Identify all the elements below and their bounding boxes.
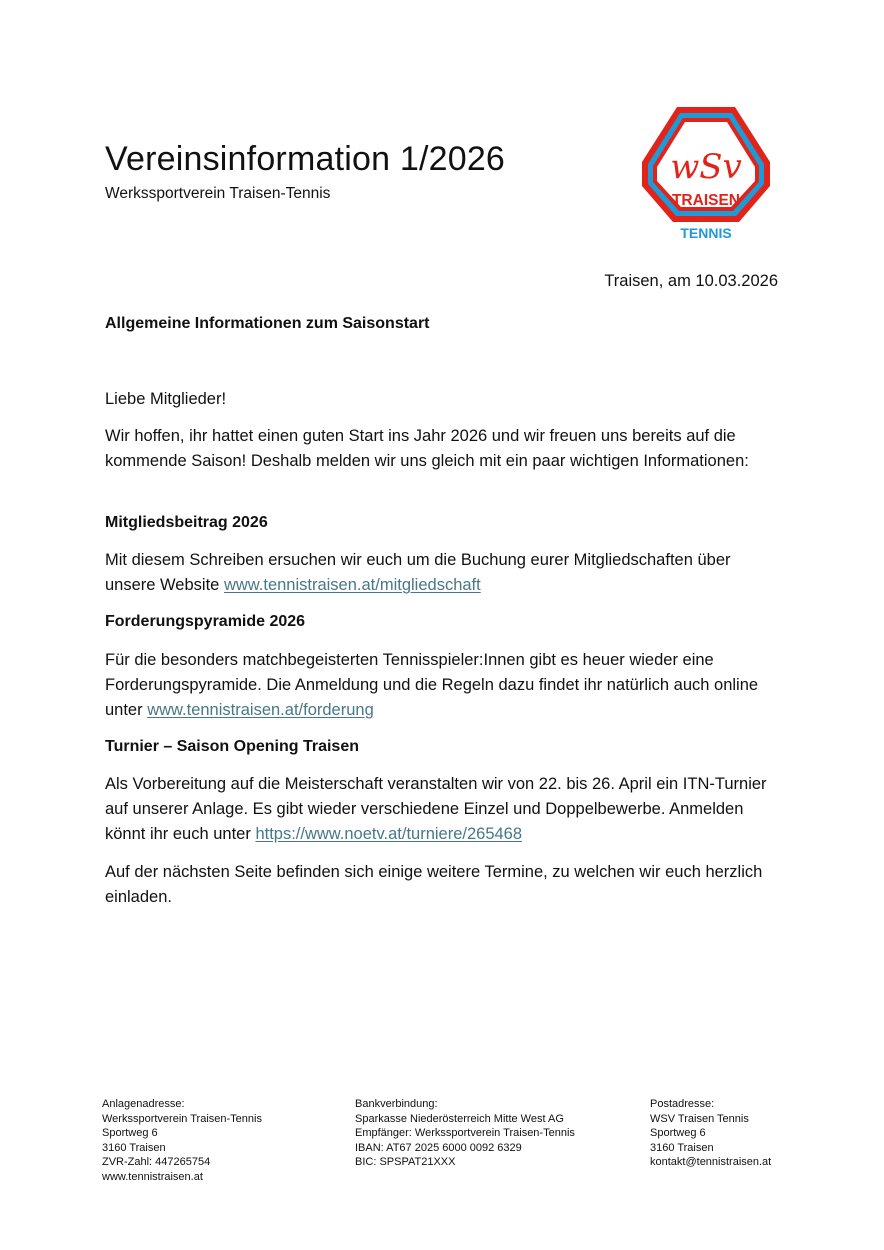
footer-line: 3160 Traisen <box>650 1141 714 1154</box>
footer-bic: BIC: SPSPAT21XXX <box>355 1156 456 1169</box>
tournament-paragraph <box>105 772 785 847</box>
letter-date: Traisen, am 10.03.2026 <box>604 272 778 290</box>
club-name: Werkssportverein Traisen-Tennis <box>105 185 331 202</box>
footer-line: Sparkasse Niederösterreich Mitte West AG <box>355 1112 564 1125</box>
page-title: Vereinsinformation 1/2026 <box>105 140 506 178</box>
intro-paragraph: Wir hoffen, ihr hattet einen guten Start ins Jahr 2026 und wir freuen uns bereits auf die kommende Saison! Deshalb melden wir uns gleich mit ein paar wichtigen Informationen: <box>105 427 749 470</box>
pyramid-text: Für die besonders matchbegeisterten Tennisspieler:Innen gibt es heuer wieder eine Forderungspyramide. Die Anmeldung und die Regeln dazu findet ihr natürlich auch online unter <box>105 651 759 719</box>
membership-paragraph <box>105 548 785 598</box>
footer-label: Anlagenadresse: <box>102 1098 185 1110</box>
section-heading-tournament: Turnier – Saison Opening Traisen <box>105 738 359 755</box>
footer-line: Empfänger: Werkssportverein Traisen-Tennis <box>355 1127 575 1140</box>
greeting: Liebe Mitglieder! <box>105 390 227 408</box>
footer-line: Werkssportverein Traisen-Tennis <box>102 1112 262 1125</box>
footer-line: ZVR-Zahl: 447265754 <box>102 1156 211 1169</box>
footer-line: 3160 Traisen <box>102 1141 166 1154</box>
membership-text: Mit diesem Schreiben ersuchen wir euch um die Buchung eurer Mitgliedschaften über unsere Website <box>105 551 731 594</box>
footer-line: Sportweg 6 <box>650 1127 706 1140</box>
letter-subject: Allgemeine Informationen zum Saisonstart <box>105 315 430 332</box>
section-heading-membership: Mitgliedsbeitrag 2026 <box>105 514 268 531</box>
closing-paragraph: Auf der nächsten Seite befinden sich einige weitere Termine, zu welchen wir euch herzlich einladen. <box>105 863 763 906</box>
pyramid-link[interactable]: www.tennistraisen.at/forderung <box>147 701 374 719</box>
footer-iban: IBAN: AT67 2025 6000 0092 6329 <box>355 1141 522 1154</box>
footer-email: kontakt@tennistraisen.at <box>650 1156 772 1169</box>
footer-postal-address <box>650 1097 771 1170</box>
footer-label: Bankverbindung: <box>355 1098 438 1110</box>
footer-line: Sportweg 6 <box>102 1127 158 1140</box>
footer-website: www.tennistraisen.at <box>102 1170 203 1183</box>
footer-line: WSV Traisen Tennis <box>650 1112 749 1125</box>
membership-link[interactable]: www.tennistraisen.at/mitgliedschaft <box>223 576 481 594</box>
pyramid-paragraph <box>105 648 785 723</box>
footer-label: Postadresse: <box>650 1098 715 1110</box>
footer-bank-details <box>355 1097 575 1170</box>
tournament-link[interactable]: https://www.noetv.at/turniere/265468 <box>255 825 523 843</box>
wsv-traisen-tennis-logo-icon <box>639 104 773 240</box>
footer-facility-address <box>102 1097 262 1185</box>
svg-text:TRAISEN: TRAISEN <box>671 192 741 209</box>
tournament-text: Als Vorbereitung auf die Meisterschaft veranstalten wir von 22. bis 26. April ein ITN-Turnier auf unserer Anlage. Es gibt wieder verschiedene Einzel und Doppelbewerbe. Anmelden könnt ihr euch unter <box>105 775 767 843</box>
svg-text:TENNIS: TENNIS <box>680 225 732 240</box>
section-heading-pyramid: Forderungspyramide 2026 <box>105 613 306 630</box>
svg-text:wSv: wSv <box>670 147 742 187</box>
